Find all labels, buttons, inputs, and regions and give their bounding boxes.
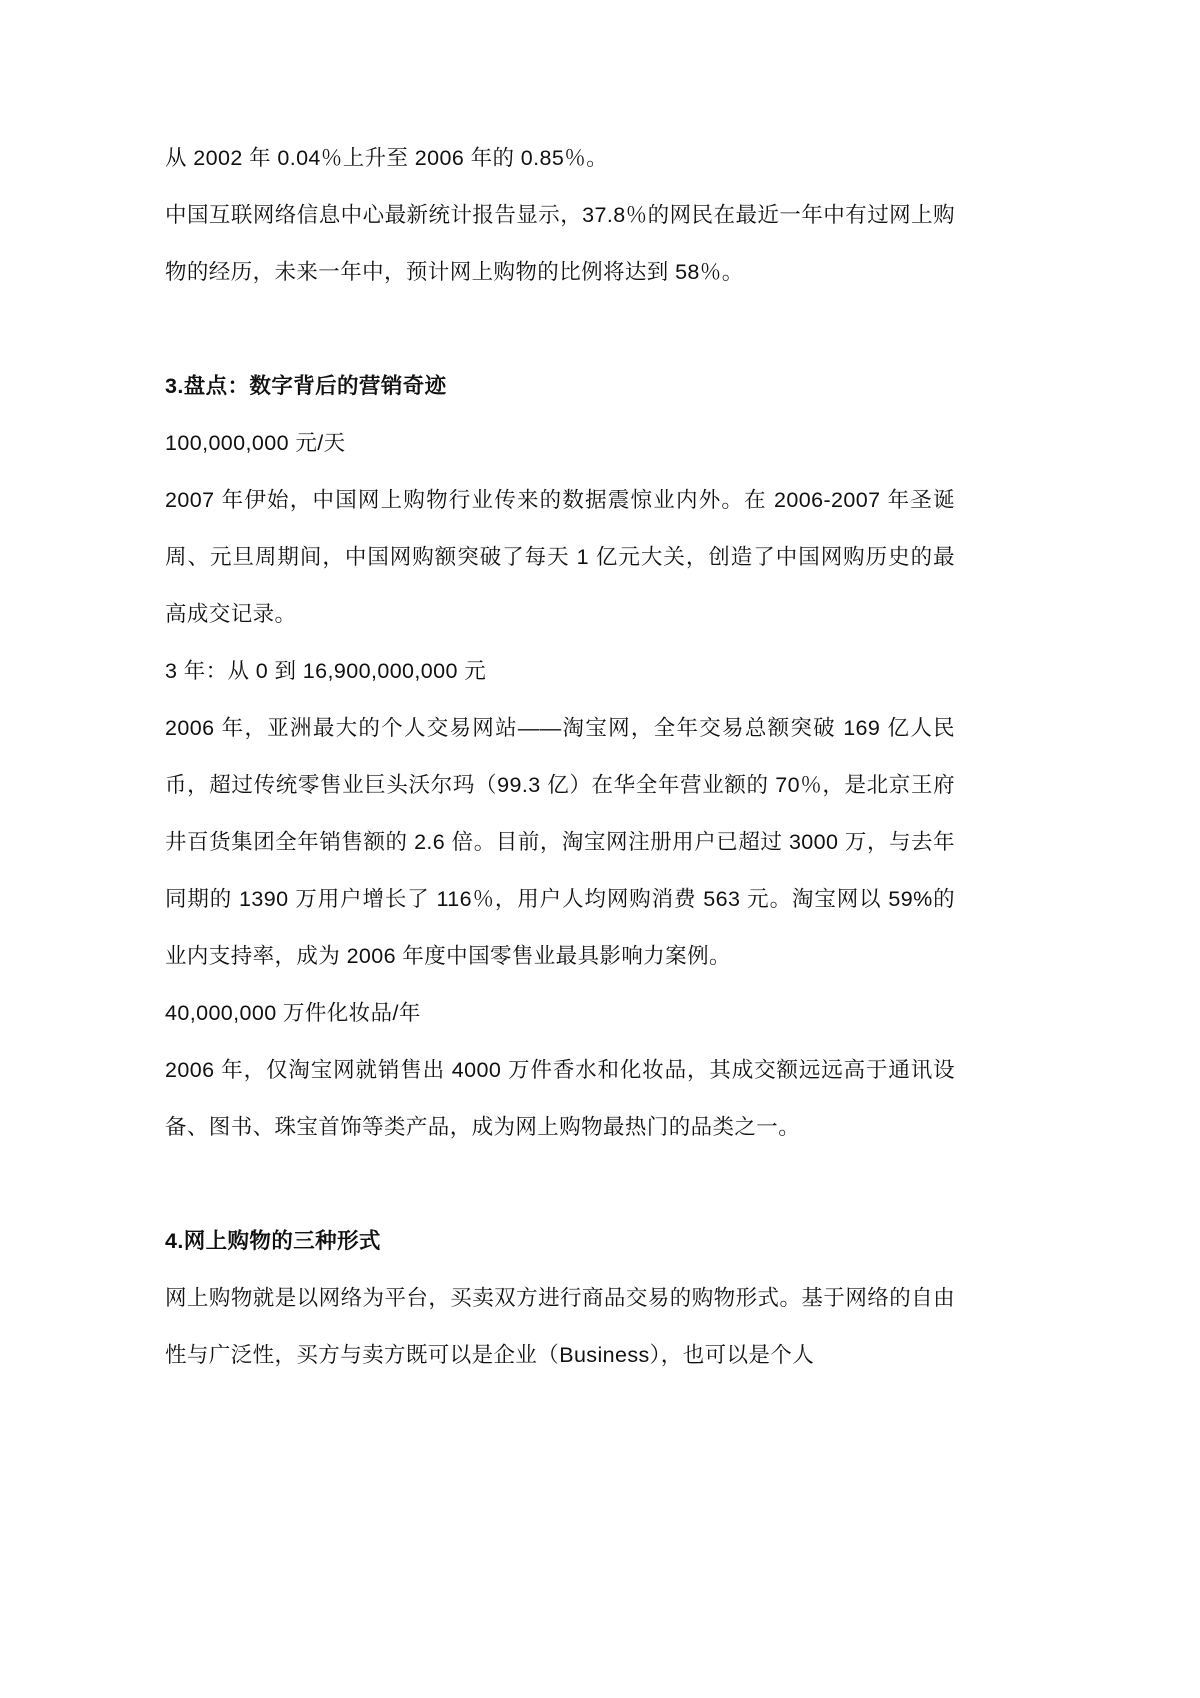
heading-section-3: 3.盘点：数字背后的营销奇迹 [165,374,447,398]
paragraph-2007-data: 2007 年伊始，中国网上购物行业传来的数据震惊业内外。在 2006-2007 年圣诞周、元旦周期间，中国网购额突破了每天 1 亿元大关，创造了中国网购历史的最高成交记录。 [165,488,955,626]
paragraph-three-forms-detail: 网上购物就是以网络为平台，买卖双方进行商品交易的购物形式。基于网络的自由性与广泛性，买方与卖方既可以是企业（Business），也可以是个人 [165,1286,955,1367]
paragraph-cnnic-report: 中国互联网络信息中心最新统计报告显示，37.8％的网民在最近一年中有过网上购物的经历，未来一年中，预计网上购物的比例将达到 58％。 [165,203,955,284]
paragraph-cosmetics-title: 40,000,000 万件化妆品/年 [165,1001,421,1025]
paragraph-100m-per-day-title: 100,000,000 元/天 [165,431,346,455]
paragraph-three-years-title: 3 年：从 0 到 16,900,000,000 元 [165,659,487,683]
section-gap [165,1156,955,1213]
section-gap [165,301,955,358]
paragraph-cosmetics-detail: 2006 年，仅淘宝网就销售出 4000 万件香水和化妆品，其成交额远远高于通讯设备、图书、珠宝首饰等类产品，成为网上购物最热门的品类之一。 [165,1058,955,1139]
document-body [165,130,955,1384]
paragraph-stat-2002-2006: 从 2002 年 0.04％上升至 2006 年的 0.85％。 [165,146,608,170]
paragraph-taobao-2006: 2006 年，亚洲最大的个人交易网站——淘宝网，全年交易总额突破 169 亿人民币，超过传统零售业巨头沃尔玛（99.3 亿）在华全年营业额的 70％，是北京王府井百货集团全年销售额的 2.6 倍。目前，淘宝网注册用户已超过 3000 万，与去年同期的 1390 万用户增长了 116％，用户人均网购消费 563 元。淘宝网以 59%的业内支持率，成为 2006 年度中国零售业最具影响力案例。 [165,716,955,968]
heading-section-4: 4.网上购物的三种形式 [165,1229,381,1253]
